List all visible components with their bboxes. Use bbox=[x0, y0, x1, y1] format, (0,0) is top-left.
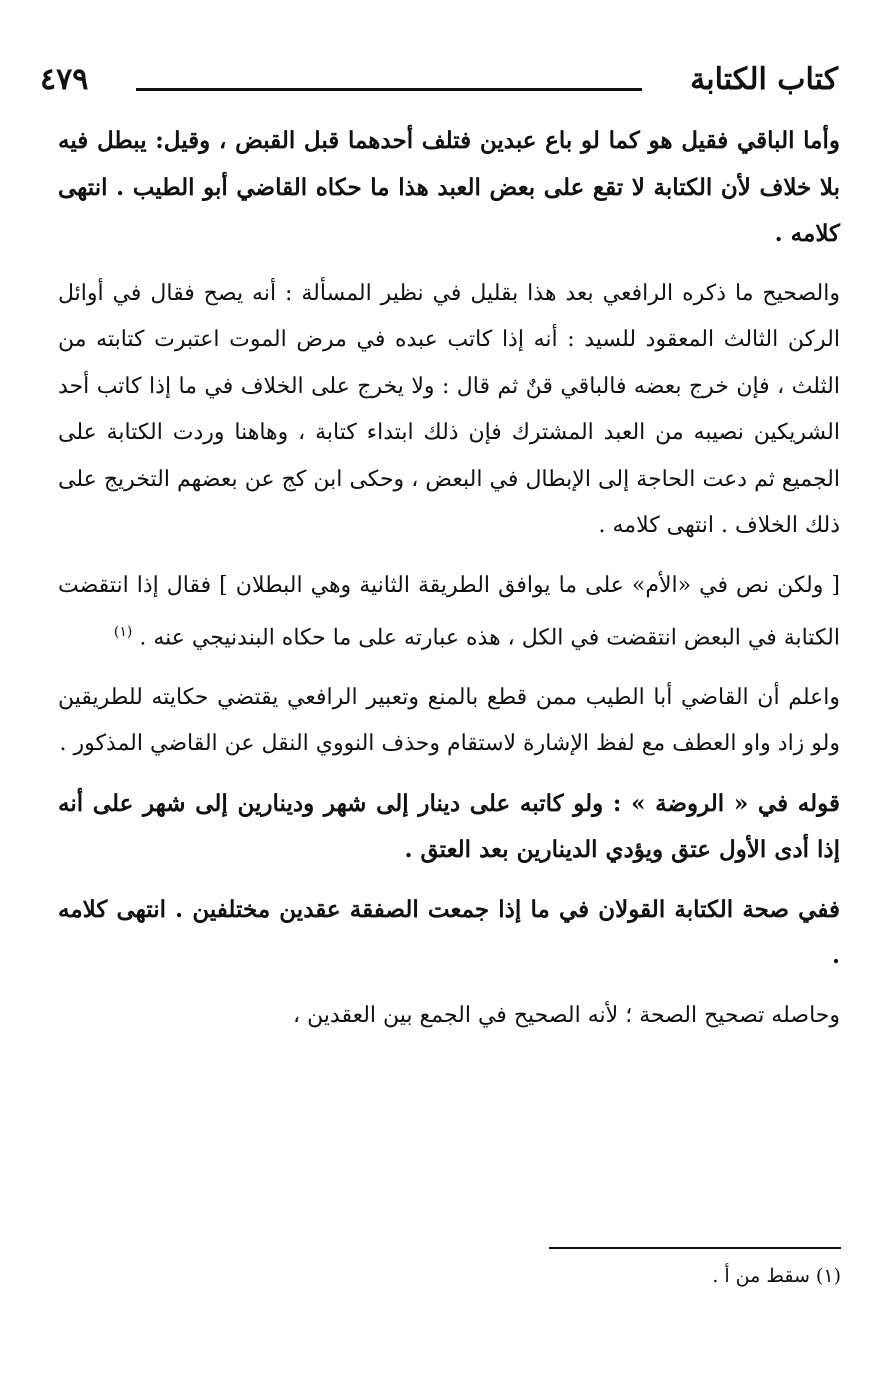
paragraph: ففي صحة الكتابة القولان في ما إذا جمعت الصفقة عقدين مختلفين . انتهى كلامه . bbox=[58, 895, 840, 970]
footnote: (١) سقط من أ . bbox=[712, 1265, 841, 1287]
header-rule bbox=[136, 88, 642, 91]
paragraph: وحاصله تصحيح الصحة ؛ لأنه الصحيح في الجمع بين العقدين ، bbox=[292, 1002, 840, 1028]
footnote-ref: (١) bbox=[113, 624, 133, 640]
paragraph: قوله في « الروضة » : ولو كاتبه على دينار إلى شهر ودينارين إلى شهر على أنه إذا أدى الأول عتق ويؤدي الدينارين بعد العتق . bbox=[58, 789, 840, 864]
paragraph: والصحيح ما ذكره الرافعي بعد هذا بقليل في نظير المسألة : أنه يصح فقال في أوائل الركن الثالث المعقود للسيد : أنه إذا كاتب عبده في مرض الموت اعتبرت كتابته من الثلث ، فإن خرج بعضه فالباقي قنٌ ثم قال : ولا يخرج على الخلاف في ما إذا كاتب أحد الشريكين نصيبه من العبد المشترك فإن ذلك ابتداء كتابة ، وهاهنا وردت الكتابة على الجميع ثم دعت الحاجة إلى الإبطال في البعض ، وحكى ابن كج عن بعضهم التخريج على ذلك الخلاف . انتهى كلامه . bbox=[58, 280, 840, 538]
page-header bbox=[40, 62, 838, 106]
running-title: كتاب الكتابة bbox=[690, 62, 838, 97]
page-number: ٤٧٩ bbox=[40, 62, 89, 97]
footnote-rule bbox=[549, 1247, 841, 1249]
paragraph: وأما الباقي فقيل هو كما لو باع عبدين فتلف أحدهما قبل القبض ، وقيل: يبطل فيه بلا خلاف لأن الكتابة لا تقع على بعض العبد هذا ما حكاه القاضي أبو الطيب . انتهى كلامه . bbox=[58, 127, 840, 247]
paragraph-text: [ ولكن نص في «الأم» على ما يوافق الطريقة الثانية وهي البطلان ] فقال إذا انتقضت الكتابة في البعض انتقضت في الكل ، هذه عبارته على ما حكاه البندنيجي عنه . bbox=[58, 572, 840, 651]
paragraph-with-footnote bbox=[58, 563, 840, 662]
paragraph: واعلم أن القاضي أبا الطيب ممن قطع بالمنع وتعبير الرافعي يقتضي حكايته للطريقين ولو زاد واو العطف مع لفظ الإشارة لاستقام وحذف النووي النقل عن القاضي المذكور . bbox=[58, 684, 840, 757]
main-text bbox=[58, 118, 840, 1052]
